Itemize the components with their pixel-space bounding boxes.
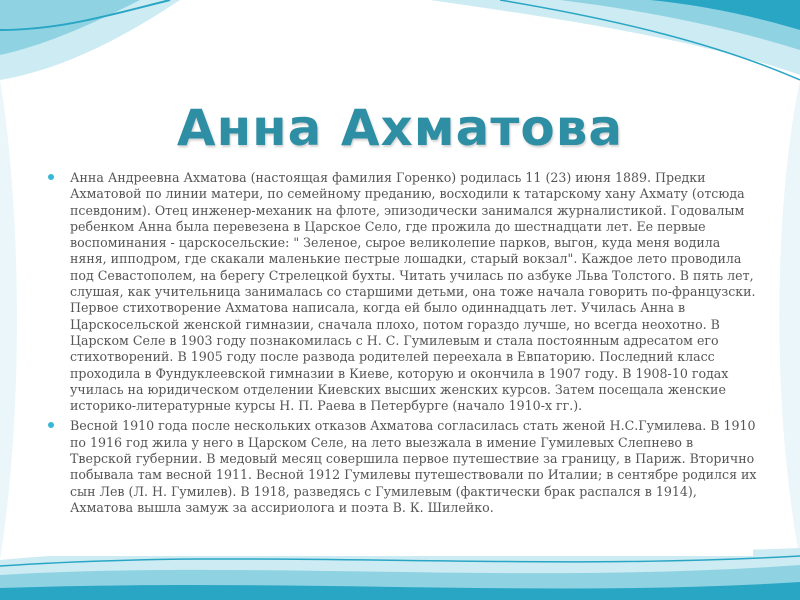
paragraph-1 <box>70 170 758 414</box>
bullet-dot-icon <box>48 174 54 180</box>
body-text-list <box>70 170 758 520</box>
slide-title: Анна Ахматова <box>176 99 624 157</box>
paragraph-2 <box>70 418 758 516</box>
paragraph-2-text: Весной 1910 года после нескольких отказов Ахматова согласилась стать женой Н.С.Гумилева. В 1910 по 1916 год жила у него в Царском Селе, на лето выезжала в имение Гумилевых Слепнево в Тверской губернии. В медовый месяц совершила первое путешествие за границу, в Париж. Вторично побывала там весной 1911. Весной 1912 Гумилевы путешествовали по Италии; в сентябре родился их сын Лев (Л. Н. Гумилев). В 1918, разведясь с Гумилевым (фактически брак распался в 1914), Ахматова вышла замуж за ассириолога и поэта В. К. Шилейко. <box>70 418 757 515</box>
paragraph-1-text: Анна Андреевна Ахматова (настоящая фамилия Горенко) родилась 11 (23) июня 1889. Предки Ахматовой по линии матери, по семейному преданию, восходили к татарскому хану Ахмату (отсюда псевдоним). Отец инженер-механик на флоте, эпизодически занимался журналистикой. Годовалым ребенком Анна была перевезена в Царское Село, где прожила до шестнадцати лет. Ее первые воспоминания - царскосельские: " Зеленое, сырое великолепие парков, выгон, куда меня водила няня, ипподром, где скакали маленькие пестрые лошадки, старый вокзал". Каждое лето проводила под Севастополем, на берегу Стрелецкой бухты. Читать училась по азбуке Льва Толстого. В пять лет, слушая, как учительница занималась со старшими детьми, она тоже начала говорить по-французски. Первое стихотворение Ахматова написала, когда ей было одиннадцать лет. Училась Анна в Царскосельской женской гимназии, сначала плохо, потом гораздо лучше, но всегда неохотно. В Царском Селе в 1903 году познакомилась с Н. С. Гумилевым и стала постоянным адресатом его стихотворений. В 1905 году после развода родителей переехала в Евпаторию. Последний класс проходила в Фундуклеевской гимназии в Киеве, которую и окончила в 1907 году. В 1908-10 годах училась на юридическом отделении Киевских высших женских курсов. Затем посещала женские историко-литературные курсы Н. П. Раева в Петербурге (начало 1910-х гг.). <box>70 170 756 414</box>
